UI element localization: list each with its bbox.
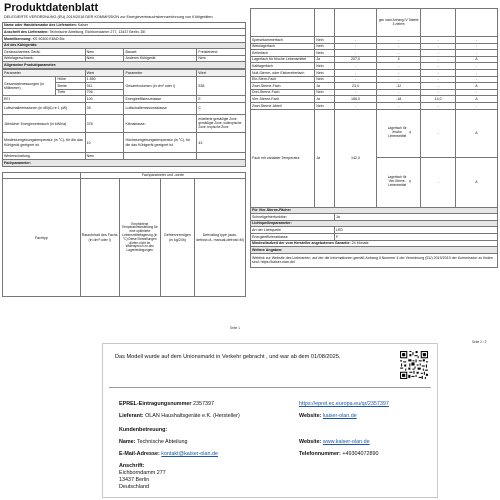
model-label: Modellkennung: <box>4 36 32 41</box>
recommended-temp-header: Empfohlene Temperatureinstellung für eine optimierte Lebensmittellagerung (in °C) Diese Einstellungen dürfen nicht im Widerspruch zu den Lagerbedingungen <box>119 179 160 297</box>
compartment-volume: 166,0 <box>334 96 376 103</box>
compartment-present: Nein <box>315 89 335 96</box>
width-label: Breite <box>56 83 85 90</box>
table-row: Fach mit variabler Temperatur Ja 142,0 Lagerfach für frische Lebensmittel 4 - A <box>251 109 498 157</box>
compartment-defrost: A <box>455 83 497 90</box>
compartment-volume: - <box>334 102 376 109</box>
compartment-volume: - <box>334 89 376 96</box>
compartment-present: Nein <box>315 37 335 44</box>
table-note: gen nach Anhang IV Tabelle 3 ziehen <box>376 9 420 37</box>
compartment-temp: 4 <box>376 56 420 63</box>
compartment-defrost: - <box>455 43 497 50</box>
compartment-freeze: - <box>421 83 456 90</box>
compartment-volume: - <box>334 69 376 76</box>
table-row <box>251 63 498 70</box>
volume-value: 538 <box>197 76 246 96</box>
eprel-link[interactable]: https://eprel.ec.europa.eu/qr/2357397 <box>299 401 389 407</box>
compartment-name: Lagerfach für frische Lebensmittel <box>251 56 315 63</box>
compartment-present: Ja <box>315 56 335 63</box>
energy-class-value: E <box>197 96 246 103</box>
noise-class-label: Luftschallemissionsklasse <box>124 102 197 114</box>
compartment-name: Zwei-Sterne-Fach <box>251 83 315 90</box>
column-header: Parameter <box>3 69 86 76</box>
supplier-label: Lieferant: <box>119 413 144 419</box>
winter-label: Winterschaltung <box>3 153 86 160</box>
min-temp-label: Mindestumgebungstemperatur (in °C), für die das Kühlgerät geeignet ist <box>3 133 86 153</box>
device-row <box>3 55 246 62</box>
page-number: Seite 1 <box>230 326 240 330</box>
noise-class-value: C <box>197 102 246 114</box>
defrost-type-header: Defrosting type (auto-defrost=A, manual-defrost=M) <box>194 179 245 297</box>
fast-freeze-value: Ja <box>334 214 497 221</box>
address-line: Deutschland <box>119 484 149 490</box>
variable-compartment-present: Ja <box>315 109 335 207</box>
compartment-temp: - <box>376 89 420 96</box>
climate-value: erweiterte gemäßigte Zone, gemäßigte Zone, subtropische Zone, tropische Zone <box>197 115 246 133</box>
compartment-name: Speisekammerfach <box>251 37 315 44</box>
compartment-temp: - <box>376 50 420 57</box>
compartment-freeze: - <box>421 63 456 70</box>
phone-label: Telefonnummer: <box>299 451 341 457</box>
address-line: 13437 Berlin <box>119 477 150 483</box>
compartment-temp: - <box>376 43 420 50</box>
device-value: Nein <box>85 55 124 62</box>
depth-label: Tiefe <box>56 89 85 96</box>
width-value: 911 <box>85 83 124 90</box>
supplier-name-label: Name oder Handelsmarke des Lieferanten: <box>4 23 77 28</box>
winter-value: Nein <box>85 153 124 160</box>
dimensions-label: Gesamtabmessungen (in Millimeter) <box>3 76 56 96</box>
fridge-params-label: Fachparameter: <box>4 160 31 165</box>
height-value: 1 850 <box>85 76 124 83</box>
light-class-value: F <box>334 233 497 240</box>
datasheet-page-1 <box>2 2 246 332</box>
datasheet-page-2 <box>250 2 498 344</box>
min-temp-value: 10 <box>85 133 124 153</box>
compartment-freeze: - <box>421 89 456 96</box>
supplier-name: Kaiser <box>77 23 89 28</box>
customer-support-label: Kundenbetreuung: <box>119 427 168 433</box>
compartment-table <box>250 8 498 268</box>
general-params-label: Allgemeine Produktparameter: <box>4 62 57 67</box>
compartment-present: Nein <box>315 43 335 50</box>
annual-energy-label: Jährlicher Energieverbrauch (in kWh/a) <box>3 115 86 133</box>
compartment-volume: - <box>334 50 376 57</box>
compartment-freeze: - <box>421 37 456 44</box>
compartment-temp: - <box>376 76 420 83</box>
device-param: Anderes Kühlgerät: <box>124 55 197 62</box>
climate-label: Klimaklasse: <box>124 115 197 133</box>
compartment-freeze: - <box>421 76 456 83</box>
eei-value: 100 <box>85 96 124 103</box>
warranty-value: 24 Monate <box>351 241 369 246</box>
light-params-label: Lichtquellenparameter: <box>252 221 292 226</box>
device-value: Nein <box>85 49 124 56</box>
contact-name-label: Name: <box>119 439 136 445</box>
table-row <box>251 50 498 57</box>
compartment-defrost: - <box>455 37 497 44</box>
general-params-table <box>2 69 246 167</box>
compartment-name: Ein-Stern-Fach <box>251 76 315 83</box>
freeze-capacity-header: Gefriervermögen (in kg/24h) <box>160 179 194 297</box>
regulation-text: DELEGIERTE VERORDNUNG (EU) 2019/2016 DER KOMMISSION zur Energieverbrauchskennzeichnung von Kühlgeräten <box>4 15 213 19</box>
compartment-freeze: - <box>421 43 456 50</box>
variable-compartment-name: Fach mit variabler Temperatur <box>251 109 315 207</box>
compartment-type-header: Fachtyp <box>3 179 81 297</box>
website-link[interactable]: www.kaiser-olan.de <box>322 439 370 445</box>
eprel-number: 2357397 <box>192 401 214 407</box>
compartment-present: Ja <box>315 83 335 90</box>
table-row <box>251 43 498 50</box>
more-info-label: Weitere Angaben: <box>252 247 283 252</box>
table-row <box>251 89 498 96</box>
compartment-defrost: - <box>455 69 497 76</box>
table-row <box>251 37 498 44</box>
compartment-temp: -18 <box>376 96 420 103</box>
volume-label: Gesamtvolumen (in dm³ oder l) <box>124 76 197 96</box>
compartment-name: Weinlagerfach <box>251 43 315 50</box>
compartment-present: Nein <box>315 50 335 57</box>
compartment-volume: - <box>334 37 376 44</box>
compartment-name: Vier-Sterne-Fach <box>251 96 315 103</box>
light-type-value: LED <box>334 227 497 234</box>
variable-sub2-label: Lagerfach für Vier-Sterne-Lebensmittel <box>387 175 407 187</box>
table-row <box>251 69 498 76</box>
device-param: Weinlagerschrank: <box>3 55 86 62</box>
compartment-present: Nein <box>315 63 335 70</box>
datasheet-page-3 <box>102 343 438 498</box>
warranty-label: Mindestlaufzeit der vom Hersteller angebotenen Garantie: <box>252 241 351 246</box>
page-number: Seite 2 / 3 <box>472 340 487 344</box>
compartment-temp: - <box>376 102 420 109</box>
table-row <box>251 83 498 90</box>
compartment-defrost: A <box>455 96 497 103</box>
annual-energy-value: 378 <box>85 115 124 133</box>
website-label: Website: <box>299 439 322 445</box>
compartment-freeze: 14,0 <box>421 96 456 103</box>
more-info-text: Weblink zur Website des Lieferanten, auf der die Informationen gemäß Anhang II Nummer 4 der Verordnung (EU) 2019/2019 der Kommission zu finden sind: https://kaiser-olan.de/ <box>251 253 498 267</box>
compartment-present: Nein <box>315 76 335 83</box>
compartment-defrost: - <box>455 102 497 109</box>
market-text: Das Modell wurde auf dem Unionsmarkt in Verkehr gebracht , und war ab dem 01/08/2025. <box>115 354 341 360</box>
compartment-temp: - <box>376 69 420 76</box>
qr-code-icon <box>399 350 429 380</box>
eprel-label: EPREL-Eintragungsnummer <box>119 401 192 407</box>
email-label: E-Mail-Adresse: <box>119 451 160 457</box>
device-value: Nein <box>197 55 246 62</box>
compartment-defrost: A <box>455 56 497 63</box>
compartment-defrost: - <box>455 76 497 83</box>
energy-class-label: Energieeffizienzklasse <box>124 96 197 103</box>
supplier-value: OLAN Haushaltsgeräte e.K. (Hersteller) <box>145 413 240 419</box>
variable-sub2-defrost: A <box>455 157 497 207</box>
table-row <box>251 102 498 109</box>
phone-number: +49304072890 <box>342 451 379 457</box>
contact-name: Technische Abteilung <box>136 439 188 445</box>
variable-sub1-temp: 4 <box>409 130 412 135</box>
compartment-volume-header: Rauminhalt des Fachs (in dm³ oder l) <box>80 179 119 297</box>
compartment-freeze: - <box>421 69 456 76</box>
max-temp-value: 43 <box>197 133 246 153</box>
compartment-header: Fachparameter und -werte <box>80 172 245 179</box>
compartment-temp: - <box>376 63 420 70</box>
model-id: KS 90300 ElfAD Bic <box>32 36 65 41</box>
table-row <box>251 96 498 103</box>
compartment-present: Ja <box>315 96 335 103</box>
four-star-label: Für Vier-Sterne-Fächer <box>252 208 291 213</box>
supplier-table <box>2 22 246 69</box>
compartment-volume: - <box>334 63 376 70</box>
variable-compartment-volume: 142,0 <box>334 109 376 207</box>
address-line: Eichborndamm 277 <box>119 470 166 476</box>
max-temp-label: Höchstumgebungstemperatur (in °C), für die das Kühlgerät geeignet ist <box>124 133 197 153</box>
device-type-label: Art des Kühlgeräts: <box>4 43 38 48</box>
compartment-defrost: - <box>455 50 497 57</box>
compartment-volume: 207,0 <box>334 56 376 63</box>
compartment-defrost: - <box>455 63 497 70</box>
compartment-temp: - <box>376 37 420 44</box>
supplier-address-label: Anschrift des Lieferanten: <box>4 29 49 34</box>
table-row <box>251 76 498 83</box>
compartment-volume: 23,0 <box>334 83 376 90</box>
website-link[interactable]: kaiser-olan.de <box>322 413 357 419</box>
height-label: Höhe <box>56 76 85 83</box>
depth-value: 706 <box>85 89 124 96</box>
supplier-address: Technische Abteilung, Eichborndamm 277, 13437 Berlin, DE <box>49 29 146 34</box>
compartment-volume: - <box>334 76 376 83</box>
noise-label: Luftschallemissionen (in dB(A) re 1 pW) <box>3 102 86 114</box>
website-label: Website: <box>299 413 322 419</box>
light-class-label: Energieeffizienzklasse <box>251 233 335 240</box>
variable-sub1-label: Lagerfach für frische Lebensmittel <box>387 126 407 138</box>
compartment-name: Kaltlagerfach <box>251 63 315 70</box>
variable-sub2-temp: 0 <box>409 179 412 184</box>
device-value: Freistehend <box>197 49 246 56</box>
address-label: Anschrift: <box>119 463 145 469</box>
compartment-defrost: - <box>455 89 497 96</box>
compartment-name: Zwei-Sterne-Abteil <box>251 102 315 109</box>
variable-sub1-defrost: A <box>455 109 497 157</box>
device-param: Geräuscharmes Gerät: <box>3 49 86 56</box>
email-link[interactable]: kontakt@kaiser-olan.de <box>161 451 218 457</box>
page-title: Produktdatenblatt <box>4 2 99 14</box>
compartment-temp: -12 <box>376 83 420 90</box>
fast-freeze-label: Schnellgefrierfunktion <box>251 214 335 221</box>
column-header: Wert <box>85 69 124 76</box>
compartment-present: Nein <box>315 102 335 109</box>
table-row <box>251 56 498 63</box>
eei-label: EEI <box>3 96 86 103</box>
device-row <box>3 49 246 56</box>
compartment-freeze: - <box>421 102 456 109</box>
compartment-name: Kellerfach <box>251 50 315 57</box>
table-row: Lagerfach für Vier-Sterne-Lebensmittel 0 - A <box>251 157 498 207</box>
compartment-freeze: - <box>421 50 456 57</box>
column-header: Parameter <box>124 69 197 76</box>
light-type-label: Art der Lichtquelle <box>251 227 335 234</box>
compartment-header-table <box>2 172 246 298</box>
compartment-volume: - <box>334 43 376 50</box>
noise-value: 39 <box>85 102 124 114</box>
compartment-name: Null-Sterne- oder Eisbereiterfach <box>251 69 315 76</box>
compartment-name: Drei-Sterne-Fach <box>251 89 315 96</box>
divider <box>109 387 431 388</box>
device-param: Bauart: <box>124 49 197 56</box>
compartment-present: Nein <box>315 69 335 76</box>
column-header: Wert <box>197 69 246 76</box>
compartment-freeze: - <box>421 56 456 63</box>
